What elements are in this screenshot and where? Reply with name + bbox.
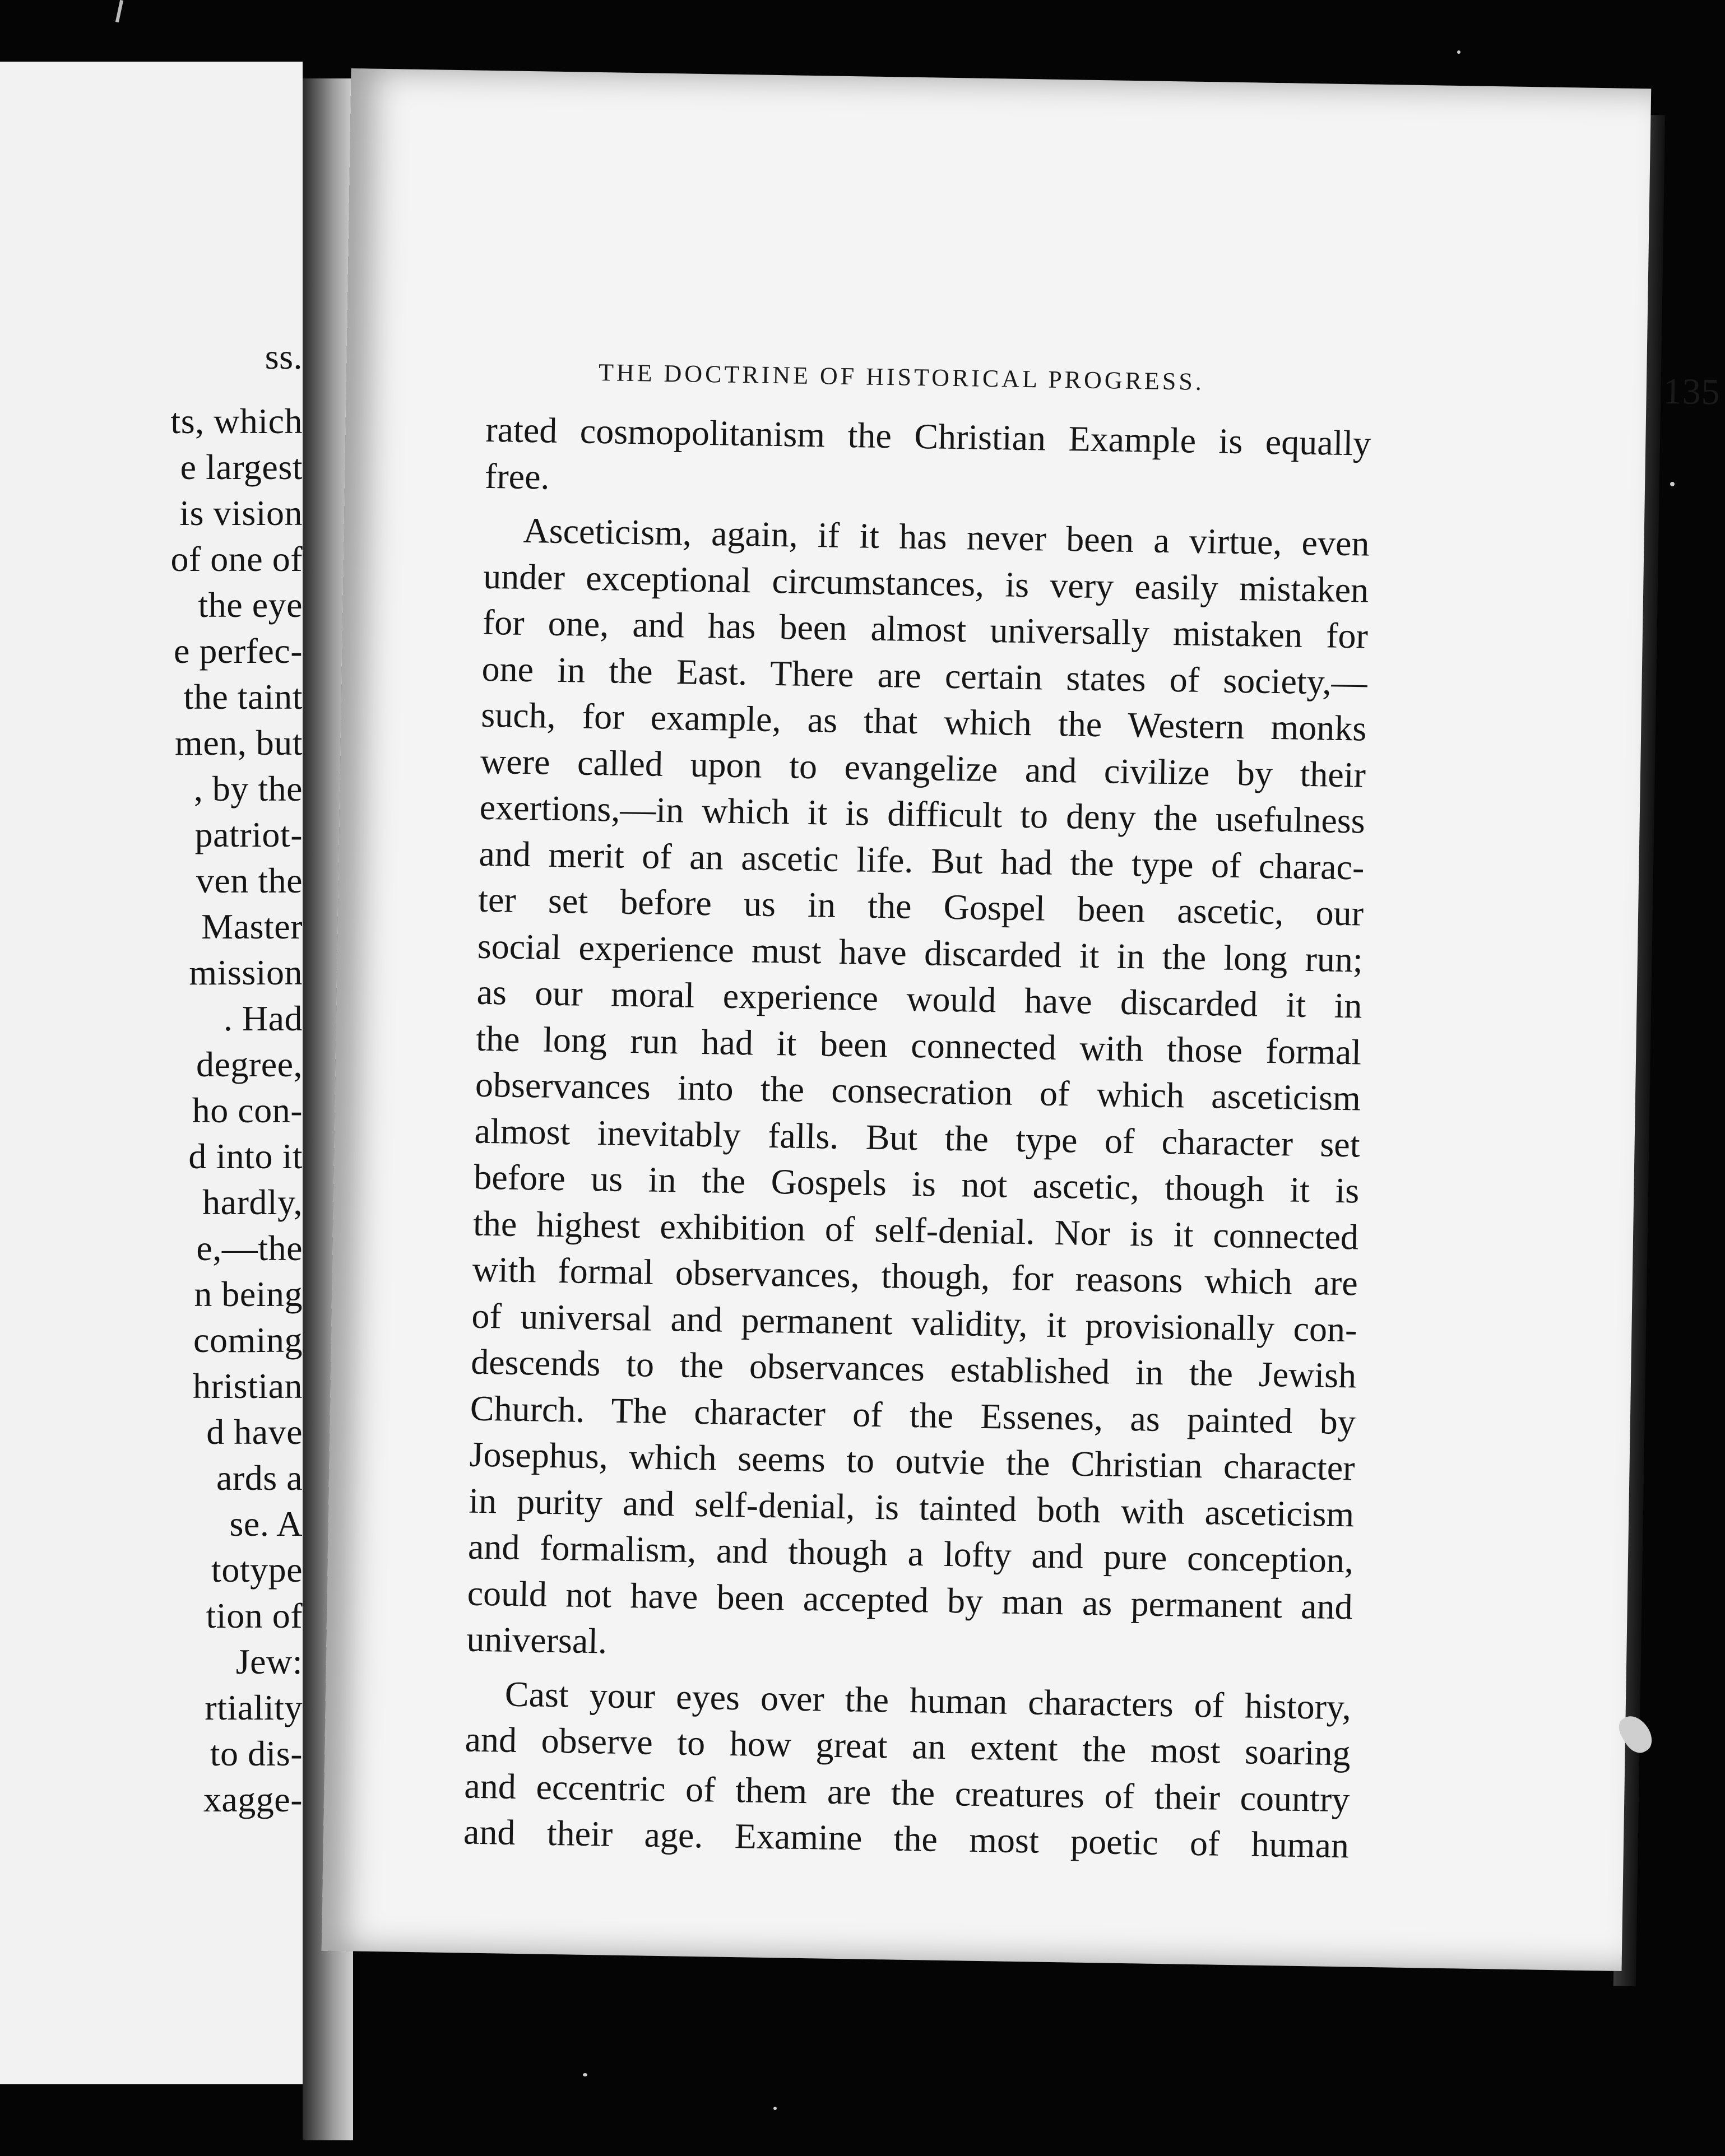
running-head xyxy=(598,358,1721,413)
left-line: men, but xyxy=(175,723,303,763)
text-line: under exceptional circumstances, is very easily mistaken xyxy=(483,556,1369,610)
text-line: as our moral experience would have discarded it in xyxy=(476,972,1363,1026)
text-line: ter set before us in the Gospel been ascetic, our xyxy=(477,879,1364,933)
text-line: for one, and has been almost universally mistaken for xyxy=(482,602,1369,656)
left-line: tion of xyxy=(206,1596,303,1635)
left-line: the taint xyxy=(183,677,303,717)
left-line: d have xyxy=(206,1412,303,1452)
text-line: Cast your eyes over the human characters of history, xyxy=(504,1674,1352,1727)
left-line: se. A xyxy=(229,1504,303,1544)
left-line: ss. xyxy=(265,337,303,377)
left-line: e largest xyxy=(180,447,303,487)
text-line: and eccentric of them are the creatures of their country xyxy=(463,1765,1350,1819)
left-page xyxy=(0,62,303,2084)
left-line: to dis- xyxy=(210,1734,303,1773)
left-line: d into it xyxy=(188,1136,303,1176)
left-line: ards a xyxy=(216,1458,303,1498)
left-line: ho con- xyxy=(192,1090,303,1130)
text-line: observances into the consecration of which asceticism xyxy=(475,1064,1361,1118)
text-line: with formal observances, though, for reasons which are xyxy=(472,1249,1358,1303)
text-line: and formalism, and though a lofty and pure conception, xyxy=(467,1526,1354,1581)
left-line: xagge- xyxy=(203,1779,303,1819)
body-text xyxy=(463,407,1371,1869)
text-line: one in the East. There are certain states of society,— xyxy=(481,648,1368,703)
left-line: patriot- xyxy=(194,815,303,854)
left-line: e perfec- xyxy=(173,631,303,671)
text-line: rated cosmopolitanism the Christian Example is equally xyxy=(485,409,1371,463)
left-line: totype xyxy=(211,1550,303,1590)
left-line: of one of xyxy=(170,539,303,579)
text-line: and observe to how great an extent the most soaring xyxy=(465,1719,1351,1773)
text-line: and their age. Examine the most poetic of human xyxy=(463,1811,1350,1866)
left-line: degree, xyxy=(196,1044,303,1084)
left-line: n being xyxy=(194,1274,303,1314)
left-line: Jew: xyxy=(235,1642,303,1681)
text-line: Josephus, which seems to outvie the Christian character xyxy=(469,1434,1356,1488)
scan-speck xyxy=(1457,50,1460,54)
left-line: hardly, xyxy=(202,1182,303,1222)
text-line: before us in the Gospels is not ascetic, though it is xyxy=(473,1156,1360,1211)
scan-speck xyxy=(773,2107,777,2110)
text-line: of universal and permanent validity, it provisionally con- xyxy=(471,1295,1357,1349)
page-number: 135 xyxy=(1663,370,1721,413)
text-line: the highest exhibition of self-denial. Nor is it connected xyxy=(472,1203,1359,1257)
left-line: is vision xyxy=(179,493,303,533)
text-line: free. xyxy=(484,456,550,497)
left-line: hristian xyxy=(193,1366,303,1406)
text-line: in purity and self-denial, is tainted both with asceticism xyxy=(468,1480,1355,1534)
scan-speck xyxy=(583,2073,587,2076)
text-line: such, for example, as that which the Western monks xyxy=(480,694,1367,749)
text-line: the long run had it been connected with those formal xyxy=(475,1018,1362,1072)
left-line: e,—the xyxy=(196,1228,303,1268)
left-line: , by the xyxy=(193,769,303,808)
text-line: descends to the observances established in the Jewish xyxy=(470,1341,1357,1396)
text-line: and merit of an ascetic life. But had the type of charac- xyxy=(478,833,1365,888)
text-line: social experience must have discarded it in the long run; xyxy=(477,926,1364,980)
text-line: were called upon to evangelize and civilize by their xyxy=(480,741,1366,795)
left-line: ven the xyxy=(196,861,303,900)
text-line: Asceticism, again, if it has never been a virtue, even xyxy=(523,510,1370,564)
left-line: coming xyxy=(193,1320,303,1360)
right-page xyxy=(322,68,1721,1971)
left-line: mission xyxy=(189,952,303,992)
running-head-title: THE DOCTRINE OF HISTORICAL PROGRESS. xyxy=(598,358,1205,396)
left-line: the eye xyxy=(198,585,303,625)
text-line: exertions,—in which it is difficult to deny the usefulness xyxy=(479,787,1366,841)
left-line: ts, which xyxy=(170,401,303,441)
text-line: almost inevitably falls. But the type of character set xyxy=(474,1110,1361,1164)
text-line: Church. The character of the Essenes, as painted by xyxy=(470,1388,1356,1442)
scan-mark xyxy=(115,0,123,22)
text-line: could not have been accepted by man as permanent and xyxy=(467,1573,1353,1627)
text-line: universal. xyxy=(466,1619,608,1661)
left-line: . Had xyxy=(223,998,303,1038)
scan-speck xyxy=(1670,482,1675,486)
left-line: Master xyxy=(201,907,303,946)
left-line: rtiality xyxy=(205,1688,303,1727)
